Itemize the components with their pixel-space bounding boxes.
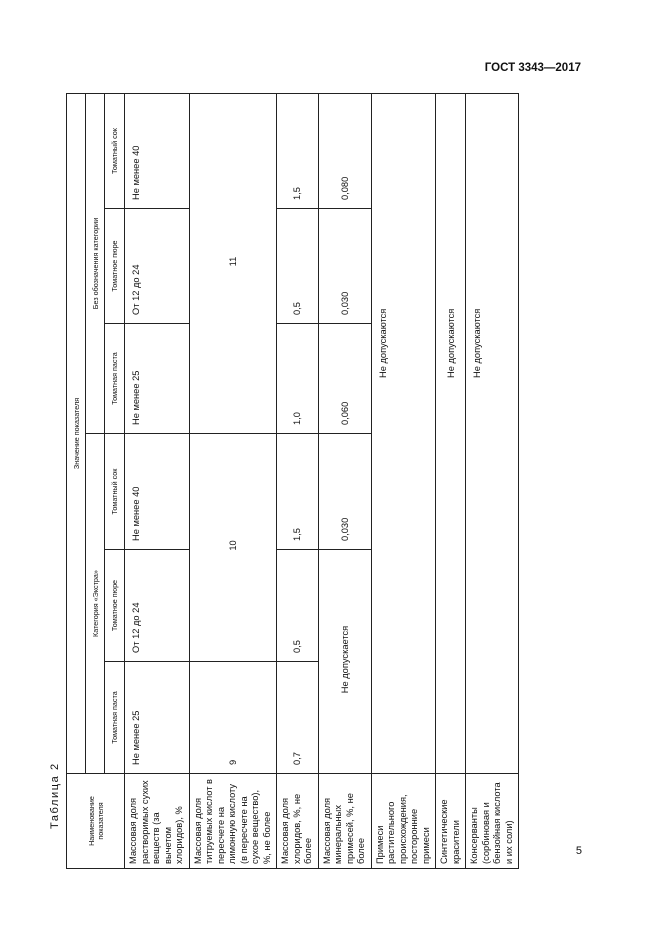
group-header-extra: Категория «Экстра» [86, 434, 105, 774]
row-name: Примеси растительного происхождения, посторонние примеси [371, 774, 436, 869]
table-caption: Таблица 2 [49, 762, 61, 829]
cell-value: От 12 до 24 [125, 209, 190, 324]
row-name: Консерванты (сорбиновая и бензойная кислота и их соли) [466, 774, 519, 869]
cell-value: 1,5 [277, 434, 319, 550]
cell-value: 0,030 [318, 434, 371, 550]
cell-value: Не допускается [318, 550, 371, 774]
row-name: Массовая доля хлоридов, %, не более [277, 774, 319, 869]
cell-value: Не допускаются [371, 93, 436, 773]
table-row [466, 93, 519, 868]
cell-value: 0,5 [277, 550, 319, 662]
cell-value: Не менее 25 [125, 662, 190, 774]
indicators-table [66, 94, 514, 869]
cell-value: Не допускаются [466, 93, 519, 773]
row-name: Массовая доля минеральных примесей, %, не более [318, 774, 371, 869]
cell-value: Не менее 25 [125, 324, 190, 434]
cell-value: 11 [189, 93, 277, 433]
table-row [318, 93, 371, 868]
row-name: Массовая доля растворимых сухих веществ (за вычетом хлоридов), % [125, 774, 190, 869]
row-name: Синтетические красители [436, 774, 466, 869]
value-header: Значение показателя [67, 93, 86, 773]
cell-value: 0,7 [277, 662, 319, 774]
cell-value: Не менее 40 [125, 434, 190, 550]
column-header: Томатная паста [105, 662, 125, 774]
column-header: Томатный сок [105, 93, 125, 208]
column-header: Томатное пюре [105, 550, 125, 662]
page-number: 5 [575, 845, 582, 857]
cell-value: 9 [189, 662, 277, 774]
cell-value: Не допускаются [436, 93, 466, 773]
cell-value: 0,030 [318, 209, 371, 324]
cell-value: 1,5 [277, 93, 319, 208]
cell-value: 10 [189, 434, 277, 662]
cell-value: Не менее 40 [125, 93, 190, 208]
table-row [371, 93, 436, 868]
column-header: Томатная паста [105, 324, 125, 434]
table-row [436, 93, 466, 868]
standard-code: ГОСТ 3343—2017 [484, 62, 581, 74]
cell-value: От 12 до 24 [125, 550, 190, 662]
cell-value: 1,0 [277, 324, 319, 434]
name-header: Наименование показателя [67, 774, 125, 869]
cell-value: 0,080 [318, 93, 371, 208]
column-header: Томатный сок [105, 434, 125, 550]
table-row [277, 93, 319, 868]
cell-value: 0,060 [318, 324, 371, 434]
table-row [125, 93, 190, 868]
cell-value: 0,5 [277, 209, 319, 324]
group-header-plain: Без обозначения категории [86, 93, 105, 433]
table-row [189, 93, 277, 868]
column-header: Томатное пюре [105, 209, 125, 324]
row-name: Массовая доля титруемых кислот в пересчете на лимонную кислоту (в пересчете на сухое вещество), %, не более [189, 774, 277, 869]
